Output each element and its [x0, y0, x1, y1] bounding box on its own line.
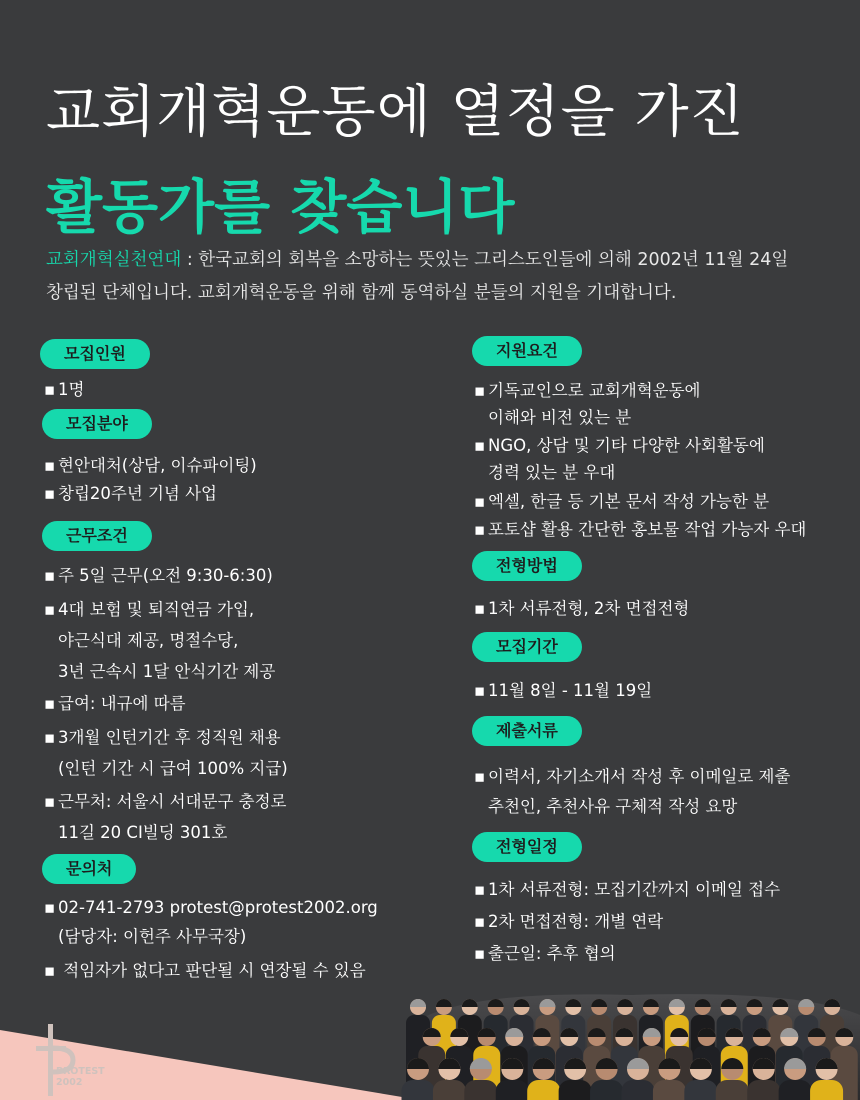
recruit-count-label: 모집인원 [40, 339, 150, 369]
intro-line2: 창립된 단체입니다. 교회개혁운동을 위해 함께 동역하실 분들의 지원을 기대합니다. [46, 283, 677, 303]
person-hair [462, 999, 478, 1007]
schedule-item-1: ▪ 1차 서류전형: 모집기간까지 이메일 접수 [474, 880, 781, 899]
person-body [810, 1080, 843, 1100]
conditions-label: 근무조건 [42, 521, 152, 551]
conditions-item-5: ▪ 근무처: 서울시 서대문구 충정로 11길 20 CI빌딩 301호 [44, 792, 287, 842]
method-item-1: ▪ 1차 서류전형, 2차 면접전형 [474, 599, 690, 618]
conditions-item-3: ▪ 급여: 내규에 따름 [44, 694, 186, 713]
person-body [433, 1080, 466, 1100]
person-hair [436, 999, 452, 1007]
person-body [402, 1080, 435, 1100]
person-body [747, 1080, 780, 1100]
person-body [779, 1080, 812, 1100]
field-label: 모집분야 [42, 409, 152, 439]
schedule-item-3: ▪ 출근일: 추후 협의 [474, 944, 616, 963]
requirements-item-3: ▪ 엑셀, 한글 등 기본 문서 작성 가능한 분 [474, 492, 770, 511]
group-photo [400, 985, 860, 1100]
requirements-item-4: ▪ 포토샵 활용 간단한 홍보물 작업 가능자 우대 [474, 520, 807, 539]
person-body [684, 1080, 717, 1100]
contact-item-2: ▪ 적임자가 없다고 판단될 시 연장될 수 있음 [44, 961, 366, 980]
method-label: 전형방법 [472, 551, 582, 581]
person-hair [798, 999, 814, 1007]
headline-line-2: 활동가를 찾습니다 [46, 173, 515, 241]
person-body [716, 1080, 749, 1100]
intro-line1: : 한국교회의 회복을 소망하는 뜻있는 그리스도인들에 의해 2002년 11월 24일 [181, 250, 789, 270]
field-item-2: ▪ 창립20주년 기념 사업 [44, 484, 217, 503]
schedule-item-2: ▪ 2차 면접전형: 개별 연락 [474, 912, 664, 931]
conditions-item-4: ▪ 3개월 인턴기간 후 정직원 채용 (인턴 기간 시 급여 100% 지급) [44, 728, 288, 778]
documents-item-1: ▪ 이력서, 자기소개서 작성 후 이메일로 제출 추천인, 추천사유 구체적 작성 요망 [474, 767, 791, 816]
contact-label: 문의처 [42, 854, 136, 884]
intro-org-name: 교회개혁실천연대 [46, 250, 182, 270]
person-body [653, 1080, 686, 1100]
conditions-item-2: ▪ 4대 보험 및 퇴직연금 가입, 야근식대 제공, 명절수당, 3년 근속시 1달 안식기간 제공 [44, 600, 276, 681]
person-hair [824, 999, 840, 1007]
requirements-item-2: ▪ NGO, 상담 및 기타 다양한 사회활동에 경력 있는 분 우대 [474, 436, 765, 482]
person-body [559, 1080, 592, 1100]
headline-line-1: 교회개혁운동에 열정을 가진 [46, 80, 745, 145]
recruit-count-item: ▪ 1명 [44, 380, 85, 399]
intro-paragraph [46, 244, 846, 310]
documents-label: 제출서류 [472, 716, 582, 746]
period-item-1: ▪ 11월 8일 - 11월 19일 [474, 681, 653, 700]
schedule-label: 전형일정 [472, 832, 582, 862]
period-label: 모집기간 [472, 632, 582, 662]
requirements-label: 지원요건 [472, 336, 582, 366]
person-body [527, 1080, 560, 1100]
person-body [622, 1080, 655, 1100]
contact-item-1: ▪ 02-741-2793 protest@protest2002.org (담당자: 이헌주 사무국장) [44, 898, 378, 946]
person-hair [410, 999, 426, 1007]
person-body [496, 1080, 529, 1100]
person-body [464, 1080, 497, 1100]
person-body [590, 1080, 623, 1100]
logo-wordmark: PROTEST 2002 [56, 1066, 105, 1088]
conditions-item-1: ▪ 주 5일 근무(오전 9:30-6:30) [44, 566, 273, 585]
requirements-item-1: ▪ 기독교인으로 교회개혁운동에 이해와 비전 있는 분 [474, 381, 701, 427]
field-item-1: ▪ 현안대처(상담, 이슈파이팅) [44, 456, 257, 475]
